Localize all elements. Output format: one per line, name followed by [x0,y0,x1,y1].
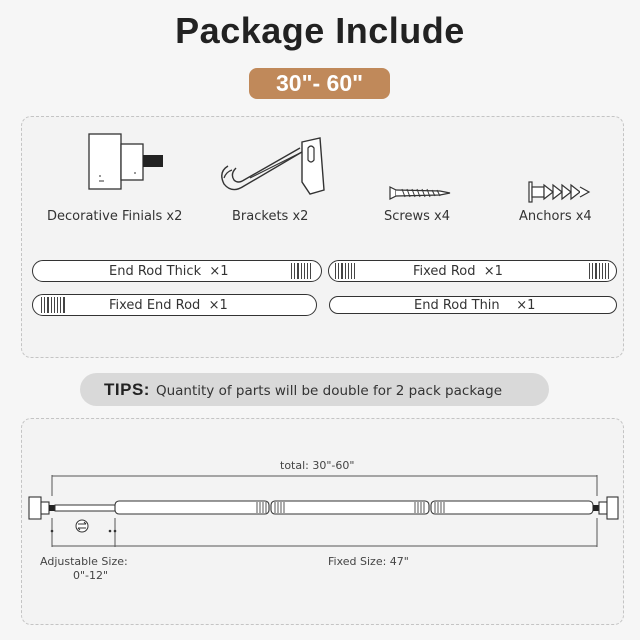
finials-label: Decorative Finials x2 [47,209,183,224]
brackets-label: Brackets x2 [232,209,309,224]
finial-icon [86,132,166,192]
rod-qty: ×1 [208,298,228,313]
total-size-label: total: 30"-60" [280,459,355,472]
page-title: Package Include [175,10,465,51]
bracket-icon [210,134,330,198]
screws-label: Screws x4 [384,209,450,224]
rod-fixed [328,260,617,282]
fixed-size-label: Fixed Size: 47" [328,555,409,568]
screw-icon [388,184,452,202]
tips-label: TIPS: [104,380,150,399]
adjustable-size-label: Adjustable Size: [40,555,128,568]
rod-end-thin [329,296,617,314]
rod-name: Fixed End Rod [109,298,201,313]
rod-qty: ×1 [483,264,503,279]
rod-qty: ×1 [516,298,536,313]
rod-fixed-end [32,294,317,316]
rod-end-thick [32,260,322,282]
rod-name: Fixed Rod [413,264,476,279]
adjustable-size-value: 0"-12" [73,569,109,582]
rod-name: End Rod Thick [109,264,202,279]
tips-text: Quantity of parts will be double for 2 pack package [155,383,503,399]
tips-banner [80,373,549,406]
anchor-icon [527,180,593,204]
rod-qty: ×1 [209,264,229,279]
anchors-label: Anchors x4 [519,209,592,224]
size-badge: 30"- 60" [249,68,390,99]
rod-name: End Rod Thin [414,298,500,313]
assembly-diagram [21,418,622,623]
